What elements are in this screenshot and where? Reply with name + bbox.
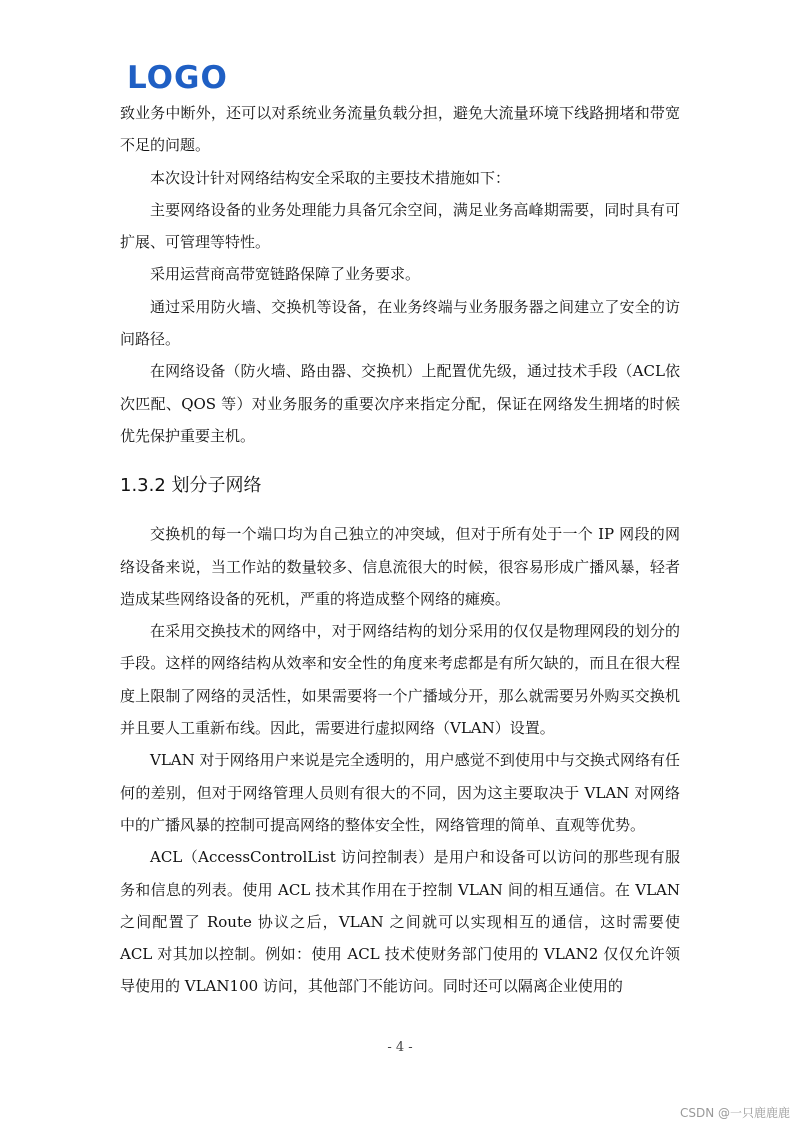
logo: LOGO	[127, 60, 228, 96]
paragraph-bandwidth: 采用运营商高带宽链路保障了业务要求。	[150, 265, 421, 284]
paragraph-redundancy: 主要网络设备的业务处理能力具备冗余空间，满足业务高峰期需要，同时具有可扩展、可管理等特性。	[120, 200, 680, 252]
paragraph-acl: ACL（AccessControlList 访问控制表）是用户和设备可以访问的那些现有服务和信息的列表。使用 ACL 技术其作用在于控制 VLAN 间的相互通信。在 VLAN 之间配置了 Route 协议之后，VLAN 之间就可以实现相互的通信，这时需要使 ACL 对其加以控制。例如：使用 ACL 技术使财务部门使用的 VLAN2 仅仅允许领导使用的 VLAN100 访问，其他部门不能访问。同时还可以隔离企业使用的	[120, 848, 680, 996]
paragraph-physical-segmentation: 在采用交换技术的网络中，对于网络结构的划分采用的仅仅是物理网段的划分的手段。这样的网络结构从效率和安全性的角度来考虑都是有所欠缺的，而且在很大程度上限制了网络的灵活性，如果需要将一个广播域分开，那么就需要另外购买交换机并且要人工重新布线。因此，需要进行虚拟网络（VLAN）设置。	[120, 622, 680, 738]
paragraph-continuation: 致业务中断外，还可以对系统业务流量负载分担，避免大流量环境下线路拥堵和带宽不足的问题。	[120, 104, 680, 155]
paragraph-broadcast-storm: 交换机的每一个端口均为自己独立的冲突域，但对于所有处于一个 IP 网段的网络设备来说，当工作站的数量较多、信息流很大的时候，很容易形成广播风暴，轻者造成某些网络设备的死机，严重的将造成整个网络的瘫痪。	[120, 525, 680, 608]
watermark: CSDN @一只鹿鹿鹿	[679, 1106, 790, 1120]
document-body	[120, 97, 680, 1003]
paragraph-firewall: 通过采用防火墙、交换机等设备，在业务终端与业务服务器之间建立了安全的访问路径。	[120, 297, 680, 349]
paragraph-vlan: VLAN 对于网络用户来说是完全透明的，用户感觉不到使用中与交换式网络有任何的差别，但对于网络管理人员则有很大的不同，因为这主要取决于 VLAN 对网络中的广播风暴的控制可提高网络的整体安全性，网络管理的简单、直观等优势。	[120, 751, 680, 834]
page-number: - 4 -	[387, 1040, 413, 1055]
section-heading: 1.3.2 划分子网络	[120, 475, 262, 497]
paragraph-measures-intro: 本次设计针对网络结构安全采取的主要技术措施如下：	[150, 168, 511, 187]
paragraph-priority: 在网络设备（防火墙、路由器、交换机）上配置优先级，通过技术手段（ACL依次匹配、QOS 等）对业务服务的重要次序来指定分配，保证在网络发生拥堵的时候优先保护重要主机。	[120, 362, 680, 445]
